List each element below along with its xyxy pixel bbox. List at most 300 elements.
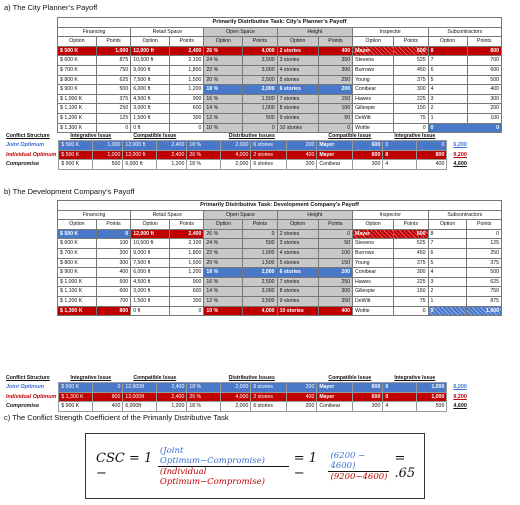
- summary-cell: 18 %: [187, 383, 221, 392]
- table-cell: 100: [318, 248, 352, 258]
- formula-lhs: CSC = 1 −: [96, 451, 153, 481]
- table-cell: 500: [243, 113, 277, 123]
- table-cell: 900: [170, 94, 204, 104]
- table-cell: 20 %: [204, 75, 243, 85]
- summary-issue-header: Compatible Issue: [328, 375, 372, 381]
- column-header-row: [58, 220, 502, 230]
- table-cell: 750: [467, 287, 502, 297]
- table-cell: 3,000: [243, 65, 277, 75]
- table-cell: 500: [243, 239, 277, 249]
- csc-formula-box: [85, 433, 425, 499]
- table-cell: 600: [467, 65, 502, 75]
- table-cell: 9 stories: [277, 296, 318, 306]
- table-row: [58, 94, 502, 104]
- table-cell: 0: [394, 306, 428, 316]
- table-cell: 625: [467, 277, 502, 287]
- table-cell: 2,400: [170, 46, 204, 56]
- summary-cell: 12,000ft: [123, 392, 157, 401]
- table-row: [58, 113, 502, 123]
- table-row: [58, 287, 502, 297]
- summary-cell: Conibear: [317, 402, 353, 411]
- table-cell: $ 1,300 K: [58, 306, 97, 316]
- table-cell: 2 stories: [277, 46, 318, 56]
- summary-cell: 2,000: [221, 141, 251, 150]
- summary-cell: 2,400: [157, 150, 187, 159]
- summary-cell: 1,000: [417, 392, 447, 401]
- section-c-title: c) The Conflict Strength Coefficient of the Primarily Distributive Task: [4, 413, 229, 422]
- summary-cell: 1,200: [157, 160, 187, 169]
- summary-cell: 4: [383, 160, 417, 169]
- table-cell: 100: [467, 113, 502, 123]
- table-cell: 7,500 ft: [131, 258, 170, 268]
- table-cell: 10,500 ft: [131, 56, 170, 66]
- table-cell: 2,100: [170, 239, 204, 249]
- summary-cell: 6 stories: [251, 160, 287, 169]
- table-cell: 350: [318, 296, 352, 306]
- summary-cell: 6 stories: [251, 383, 287, 392]
- table-cell: 5: [428, 75, 467, 85]
- issue-header: Financing: [58, 27, 131, 37]
- table-cell: DeWitt: [353, 113, 394, 123]
- column-header: Points: [318, 220, 352, 230]
- table-cell: 20 %: [204, 258, 243, 268]
- column-header: Option: [353, 37, 394, 47]
- table-cell: Young: [353, 75, 394, 85]
- table-cell: 7 stories: [277, 94, 318, 104]
- table-cell: Hawes: [353, 277, 394, 287]
- summary-cell: 18 %: [187, 141, 221, 150]
- issue-header: Retail Space: [131, 27, 204, 37]
- summary-cell: 6,000 ft: [123, 160, 157, 169]
- table-cell: 4,000: [243, 306, 277, 316]
- column-header: Option: [58, 37, 97, 47]
- summary-issue-header: Compatible Issue: [133, 375, 177, 381]
- table-cell: 0: [428, 306, 467, 316]
- table-cell: 8: [428, 46, 467, 56]
- table-cell: $ 700 K: [58, 248, 97, 258]
- column-header: Option: [204, 37, 243, 47]
- table-cell: 2,100: [170, 56, 204, 66]
- table-cell: $ 700 K: [58, 65, 97, 75]
- summary-total: 9,200: [453, 393, 467, 400]
- section-b-title: b) The Development Company’s Payoff: [4, 187, 135, 196]
- formula-result: = .65: [394, 451, 416, 481]
- table-row: [58, 306, 502, 316]
- table-cell: 2,500: [243, 277, 277, 287]
- table-cell: 225: [394, 277, 428, 287]
- table-cell: 500: [467, 75, 502, 85]
- table-cell: 200: [318, 268, 352, 278]
- summary-cell: 18 %: [187, 402, 221, 411]
- table-cell: 3: [428, 94, 467, 104]
- column-header: Option: [131, 220, 170, 230]
- summary-issue-header: Integrative Issue: [394, 133, 436, 139]
- summary-cell: 12,000ft: [123, 383, 157, 392]
- table-cell: 800: [467, 46, 502, 56]
- table-row: [58, 46, 502, 56]
- column-header: Points: [96, 37, 130, 47]
- summary-cell: 200: [287, 383, 317, 392]
- summary-cell: 0: [383, 141, 417, 150]
- summary-cell: 400: [417, 160, 447, 169]
- table-cell: 2,400: [170, 229, 204, 239]
- table-cell: 2: [428, 104, 467, 114]
- table-cell: 18 %: [204, 268, 243, 278]
- table-cell: 750: [96, 65, 130, 75]
- table-cell: 100: [318, 104, 352, 114]
- summary-cell: 0: [383, 392, 417, 401]
- column-header: Points: [467, 220, 502, 230]
- table-cell: 250: [467, 248, 502, 258]
- summary-total: 6,200: [453, 142, 467, 149]
- table-cell: 7,500 ft: [131, 75, 170, 85]
- table-cell: Gillespie: [353, 104, 394, 114]
- summary-cell: 2,400: [157, 141, 187, 150]
- summary-issue-header: Integrative Issue: [70, 133, 112, 139]
- table-cell: 5 stories: [277, 258, 318, 268]
- table-cell: $ 1,300 K: [58, 123, 97, 133]
- table-cell: $ 600 K: [58, 56, 97, 66]
- conflict-structure-label: Conflict Structure: [6, 133, 50, 140]
- summary-row-label: Joint Optimum: [6, 384, 45, 391]
- table-cell: 450: [394, 65, 428, 75]
- column-header: Option: [353, 220, 394, 230]
- summary-cell: 4,000: [221, 392, 251, 401]
- table-cell: 9,000 ft: [131, 248, 170, 258]
- table-cell: 4: [428, 268, 467, 278]
- summary-cell: 500: [417, 402, 447, 411]
- table-cell: 150: [318, 94, 352, 104]
- issue-header-row: [58, 210, 502, 220]
- table-cell: 300: [394, 268, 428, 278]
- summary-row-label: Compromise: [6, 161, 39, 168]
- summary-cell: 200: [287, 141, 317, 150]
- table-cell: 4 stories: [277, 65, 318, 75]
- table-cell: 350: [318, 56, 352, 66]
- summary-issue-header: Integrative Issue: [70, 375, 112, 381]
- table-cell: 500: [96, 277, 130, 287]
- table-cell: 375: [96, 94, 130, 104]
- table-cell: 9 stories: [277, 113, 318, 123]
- table-cell: 8 stories: [277, 104, 318, 114]
- table-cell: 400: [318, 46, 352, 56]
- conflict-structure-label: Conflict Structure: [6, 375, 50, 382]
- table-cell: 8 stories: [277, 287, 318, 297]
- table-cell: 500: [467, 268, 502, 278]
- table-cell: Mayer: [353, 229, 394, 239]
- issue-header-row: [58, 27, 502, 37]
- table-cell: 4 stories: [277, 248, 318, 258]
- table-cell: 1,500: [170, 75, 204, 85]
- summary-issue-row: [4, 374, 469, 383]
- table-cell: 6: [428, 65, 467, 75]
- table-cell: 700: [96, 296, 130, 306]
- column-header: Points: [467, 37, 502, 47]
- table-cell: 3 stories: [277, 56, 318, 66]
- summary-cell: 400: [93, 402, 123, 411]
- table-cell: 300: [96, 258, 130, 268]
- csc-formula: [96, 434, 424, 498]
- table-cell: 50: [318, 239, 352, 249]
- table-cell: 600: [170, 104, 204, 114]
- table-cell: 6: [428, 248, 467, 258]
- summary-issue-header: Compatible Issue: [133, 133, 177, 139]
- table-cell: 150: [394, 104, 428, 114]
- table-cell: Wottle: [353, 123, 394, 133]
- table-cell: 125: [467, 239, 502, 249]
- column-header: Option: [58, 220, 97, 230]
- table-cell: 10 %: [204, 123, 243, 133]
- table-cell: 6 stories: [277, 85, 318, 95]
- summary-row: [4, 160, 469, 169]
- table-cell: 900: [170, 277, 204, 287]
- summary-cell: 600: [353, 392, 383, 401]
- table-cell: 3,000 ft: [131, 287, 170, 297]
- summary-cell: 4,000: [221, 150, 251, 159]
- table-cell: 6 stories: [277, 268, 318, 278]
- summary-row: [4, 150, 469, 159]
- table-row: [58, 85, 502, 95]
- table-cell: 6,000 ft: [131, 85, 170, 95]
- summary-row-label: Individual Optimum: [6, 393, 57, 400]
- table-cell: 300: [394, 85, 428, 95]
- summary-cell: $ 1,300 K: [59, 392, 93, 401]
- formula-fraction-text: [158, 446, 289, 487]
- table-cell: 1,200: [170, 85, 204, 95]
- issue-header: Inspector: [353, 210, 428, 220]
- summary-cell: 0: [417, 141, 447, 150]
- summary-cell: 600: [353, 150, 383, 159]
- table-row: [58, 268, 502, 278]
- table-cell: 4,500 ft: [131, 277, 170, 287]
- summary-cell: 6 stories: [251, 141, 287, 150]
- summary-cell: $ 500 K: [59, 383, 93, 392]
- summary-row-label: Compromise: [6, 403, 39, 410]
- table-cell: 3,000: [243, 287, 277, 297]
- column-header: Points: [243, 220, 277, 230]
- table-cell: 1,000: [243, 104, 277, 114]
- summary-cell: 18 %: [187, 160, 221, 169]
- table-cell: 600: [96, 287, 130, 297]
- table-cell: 4,000: [243, 46, 277, 56]
- formula-denominator-text: (Individual Optimum−Compromise): [159, 466, 265, 487]
- table-cell: Burrows: [353, 65, 394, 75]
- table-cell: 3,500: [243, 296, 277, 306]
- table-cell: 75: [394, 296, 428, 306]
- summary-issue-header: Compatible Issue: [328, 133, 372, 139]
- summary-cell: Mayer: [317, 383, 353, 392]
- table-cell: 1: [428, 113, 467, 123]
- summary-cell: 2,400: [157, 383, 187, 392]
- table-cell: 0: [243, 229, 277, 239]
- table-cell: 8: [428, 229, 467, 239]
- table-cell: $ 900 K: [58, 268, 97, 278]
- table-cell: 0: [467, 229, 502, 239]
- table-cell: 12,000 ft: [131, 46, 170, 56]
- table-cell: 525: [394, 56, 428, 66]
- table-cell: 200: [467, 104, 502, 114]
- summary-cell: 6 stories: [251, 402, 287, 411]
- summary-cell: 1,200: [157, 402, 187, 411]
- column-header: Option: [428, 220, 467, 230]
- table-cell: 12 %: [204, 296, 243, 306]
- summary-cell: 800: [93, 392, 123, 401]
- table-cell: 22 %: [204, 65, 243, 75]
- table-cell: 1,000: [467, 306, 502, 316]
- column-header: Points: [96, 220, 130, 230]
- payoff-table-development-company: [57, 200, 502, 316]
- table-cell: 0: [170, 123, 204, 133]
- table-cell: 10 %: [204, 306, 243, 316]
- table-cell: 6,000 ft: [131, 268, 170, 278]
- column-header: Option: [277, 220, 318, 230]
- summary-total: 9,200: [453, 151, 467, 158]
- table-cell: $ 500 K: [58, 46, 97, 56]
- table-cell: 875: [467, 296, 502, 306]
- issue-header: Open Space: [204, 27, 277, 37]
- summary-development-company: [4, 374, 469, 412]
- issue-header: Retail Space: [131, 210, 204, 220]
- issue-header: Subcontractors: [428, 27, 501, 37]
- table-cell: 400: [96, 268, 130, 278]
- table-cell: 14 %: [204, 104, 243, 114]
- table-cell: 9,000 ft: [131, 65, 170, 75]
- formula-numerator-values: (6200 − 4600): [328, 451, 389, 472]
- table-cell: 0 ft: [131, 123, 170, 133]
- summary-total: 4,600: [453, 403, 467, 410]
- issue-header: Financing: [58, 210, 131, 220]
- table-cell: 0: [318, 229, 352, 239]
- table-cell: 2 stories: [277, 229, 318, 239]
- table-cell: 0: [318, 123, 352, 133]
- column-header: Option: [204, 220, 243, 230]
- table-cell: 1,200: [170, 268, 204, 278]
- table-title-row: [58, 201, 502, 211]
- column-header: Option: [131, 37, 170, 47]
- table-cell: 16 %: [204, 277, 243, 287]
- table-cell: 525: [394, 239, 428, 249]
- table-cell: Conibear: [353, 85, 394, 95]
- table-cell: 0: [428, 123, 467, 133]
- table-cell: Young: [353, 258, 394, 268]
- summary-cell: Mayer: [317, 141, 353, 150]
- summary-row: [4, 141, 469, 150]
- table-cell: 600: [170, 287, 204, 297]
- table-cell: 2,000: [243, 268, 277, 278]
- table-cell: 14 %: [204, 287, 243, 297]
- table-cell: 7: [428, 56, 467, 66]
- table-cell: 10 stories: [277, 306, 318, 316]
- table-cell: $ 500 K: [58, 229, 97, 239]
- summary-row: [4, 392, 469, 401]
- table-row: [58, 65, 502, 75]
- table-cell: $ 800 K: [58, 75, 97, 85]
- table-cell: 22 %: [204, 248, 243, 258]
- table-cell: 250: [318, 277, 352, 287]
- table-cell: 200: [96, 248, 130, 258]
- column-header-row: [58, 37, 502, 47]
- table-cell: 3: [428, 277, 467, 287]
- table-cell: $ 1,000 K: [58, 94, 97, 104]
- table-cell: 250: [318, 75, 352, 85]
- summary-issue-header: Distributive Issues: [228, 375, 275, 381]
- table-cell: 0: [170, 306, 204, 316]
- table-cell: Conibear: [353, 268, 394, 278]
- table-cell: 10,500 ft: [131, 239, 170, 249]
- table-cell: 450: [394, 248, 428, 258]
- table-cell: 18 %: [204, 85, 243, 95]
- column-header: Points: [394, 220, 428, 230]
- table-cell: 225: [394, 94, 428, 104]
- formula-denominator-values: (9200−4600): [330, 471, 388, 482]
- table-cell: DeWitt: [353, 296, 394, 306]
- table-cell: 150: [318, 258, 352, 268]
- formula-equals-one-minus: = 1 −: [293, 451, 318, 481]
- summary-row: [4, 402, 469, 411]
- summary-cell: 12,000 ft: [123, 141, 157, 150]
- table-cell: 1,500 ft: [131, 296, 170, 306]
- table-cell: $ 1,100 K: [58, 104, 97, 114]
- table-cell: 1,800: [170, 65, 204, 75]
- table-cell: $ 1,200 K: [58, 113, 97, 123]
- summary-cell: 400: [287, 150, 317, 159]
- table-cell: 800: [96, 306, 130, 316]
- table-cell: 24 %: [204, 239, 243, 249]
- summary-cell: 300: [353, 402, 383, 411]
- table-title: Primarily Distributive Task: Development Company’s Payoff: [58, 201, 502, 211]
- table-cell: 375: [467, 258, 502, 268]
- table-cell: $ 1,100 K: [58, 287, 97, 297]
- table-cell: 200: [318, 85, 352, 95]
- summary-issue-header: Integrative Issue: [394, 375, 436, 381]
- table-cell: 375: [394, 75, 428, 85]
- table-cell: Hawes: [353, 94, 394, 104]
- summary-total: 6,200: [453, 384, 467, 391]
- table-cell: 12 %: [204, 113, 243, 123]
- summary-cell: 800: [417, 150, 447, 159]
- summary-cell: 2,400: [157, 392, 187, 401]
- summary-cell: 500: [93, 160, 123, 169]
- column-header: Points: [170, 37, 204, 47]
- summary-cell: 4: [383, 402, 417, 411]
- table-cell: 24 %: [204, 56, 243, 66]
- table-cell: Mayer: [353, 46, 394, 56]
- table-cell: 2: [428, 287, 467, 297]
- table-cell: 600: [394, 46, 428, 56]
- table-cell: 75: [394, 113, 428, 123]
- table-cell: 1,500: [243, 94, 277, 104]
- column-header: Option: [428, 37, 467, 47]
- summary-cell: 200: [287, 160, 317, 169]
- table-cell: 1,800: [170, 248, 204, 258]
- summary-cell: 400: [287, 392, 317, 401]
- table-title-row: [58, 18, 502, 28]
- table-cell: 3,000 ft: [131, 104, 170, 114]
- summary-cell: 600: [353, 383, 383, 392]
- table-cell: 600: [394, 229, 428, 239]
- summary-cell: 200: [287, 402, 317, 411]
- table-cell: 0: [394, 123, 428, 133]
- table-cell: 100: [96, 239, 130, 249]
- formula-fraction-values: [328, 451, 389, 482]
- table-cell: 300: [170, 113, 204, 123]
- table-cell: Wottle: [353, 306, 394, 316]
- table-cell: 250: [96, 104, 130, 114]
- summary-cell: 26 %: [187, 392, 221, 401]
- summary-spacer: [447, 132, 469, 141]
- summary-cell: $ 900 K: [59, 402, 93, 411]
- formula-numerator-text: (Joint Optimum−Compromise): [158, 446, 289, 467]
